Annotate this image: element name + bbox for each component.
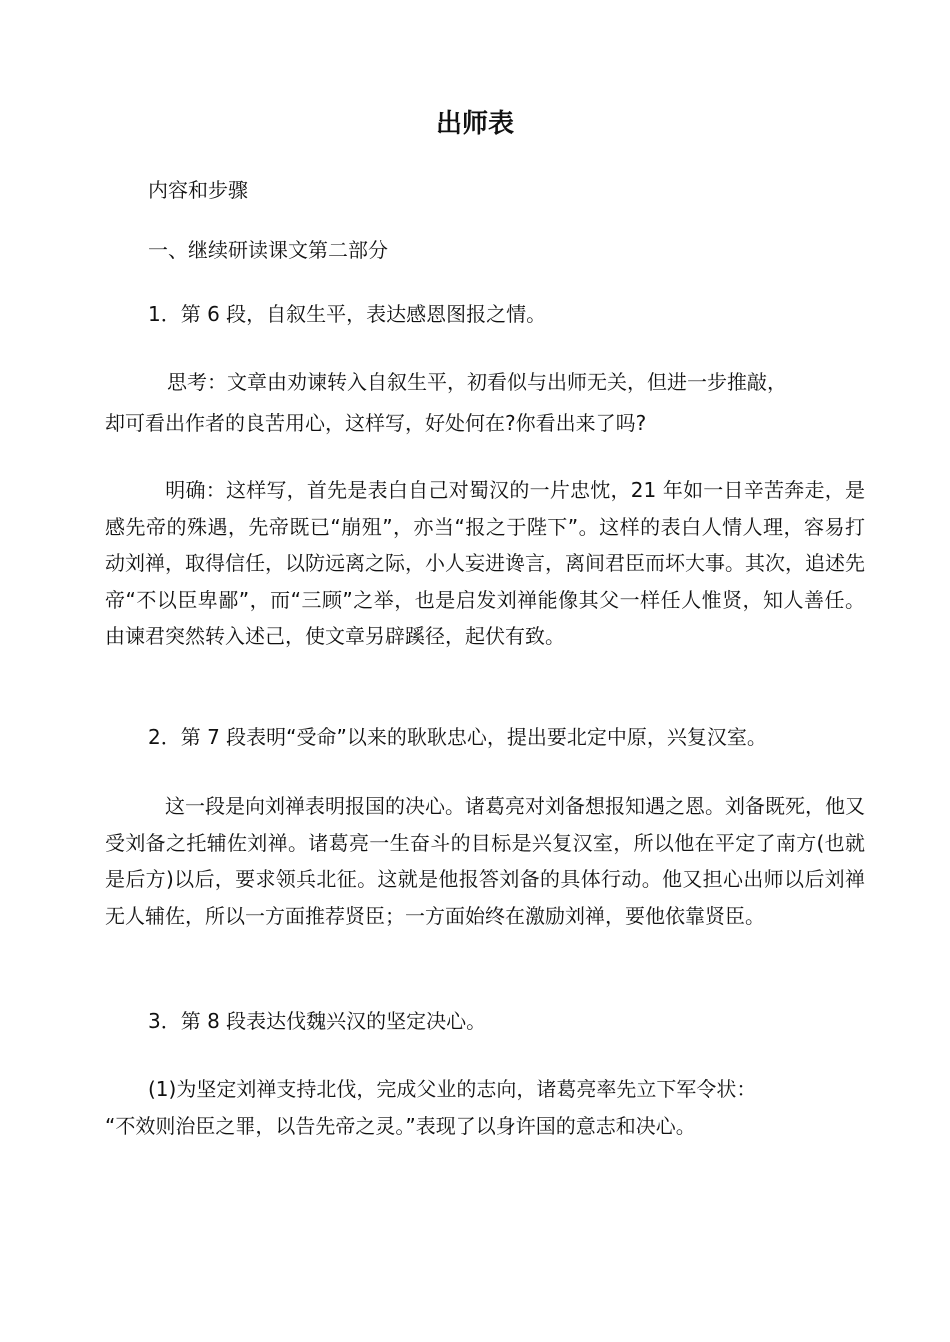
section-heading-1: 一、继续研读课文第二部分 — [148, 238, 388, 262]
item-2-heading: 2．第 7 段表明“受命”以来的耿耿忠心，提出要北定中原，兴复汉室。 — [148, 725, 767, 749]
content-heading: 内容和步骤 — [148, 178, 248, 202]
item-3-heading: 3．第 8 段表达伐魏兴汉的坚定决心。 — [148, 1009, 487, 1033]
item-2-text: 这一段是向刘禅表明报国的决心。诸葛亮对刘备想报知遇之恩。刘备既死，他又受刘备之托辅佐刘禅。诸葛亮一生奋斗的目标是兴复汉室，所以他在平定了南方(也就是后方)以后，要求领兵北征。这就是他报答刘备的具体行动。他又担心出师以后刘禅无人辅佐，所以一方面推荐贤臣；一方面始终在激励刘禅，要他依靠贤臣。 — [105, 794, 865, 928]
sub-item-1-line-2: “不效则治臣之罪，以告先帝之灵。”表现了以身许国的意志和决心。 — [105, 1114, 696, 1138]
item-2-paragraph — [105, 788, 865, 934]
document-title: 出师表 — [435, 109, 514, 139]
sub-item-1-line-1: (1)为坚定刘禅支持北伐，完成父业的志向，诸葛亮率先立下军令状： — [148, 1077, 757, 1101]
thinking-line-1: 思考：文章由劝谏转入自叙生平，初看似与出师无关，但进一步推敲， — [167, 370, 787, 394]
clarify-paragraph — [105, 472, 865, 655]
clarify-text: 明确：这样写，首先是表白自己对蜀汉的一片忠忱，21 年如一日辛苦奔走，是感先帝的殊遇，先帝既已“崩殂”，亦当“报之于陛下”。这样的表白人情人理，容易打动刘禅，取得信任，以防远离之际，小人妄进谗言，离间君臣而坏大事。其次，追述先帝“不以臣卑鄙”，而“三顾”之举，也是启发刘禅能像其父一样任人惟贤，知人善任。由谏君突然转入述己，使文章另辟蹊径，起伏有致。 — [105, 478, 865, 648]
item-1-heading: 1．第 6 段，自叙生平，表达感恩图报之情。 — [148, 302, 547, 326]
thinking-line-2: 却可看出作者的良苦用心，这样写，好处何在?你看出来了吗? — [105, 411, 647, 435]
